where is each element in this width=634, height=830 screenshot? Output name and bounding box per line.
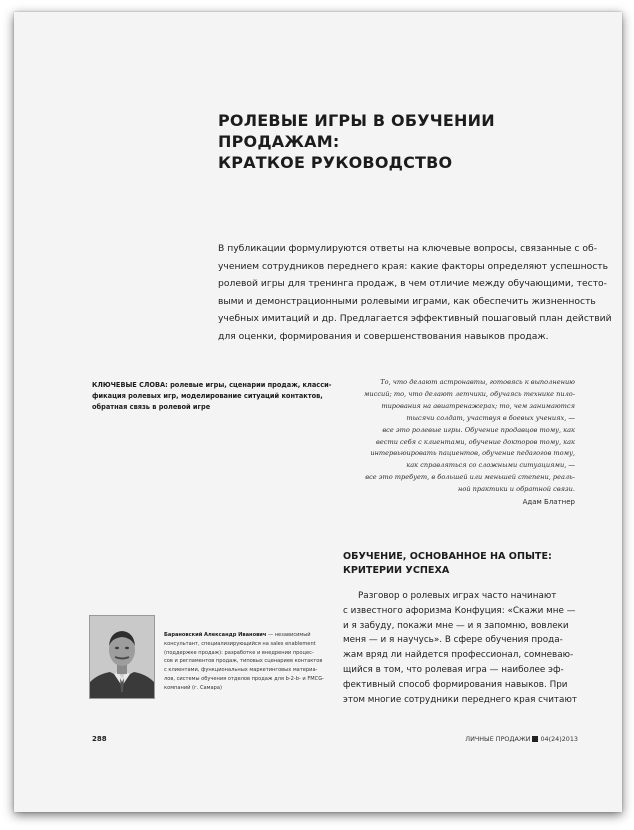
page-number: 288 — [92, 735, 107, 743]
abstract-line: ролевой игры для тренинга продаж, в чем отличие между обучающими, тесто- — [218, 278, 607, 290]
body-line: фективный способ формирования навыков. При — [343, 679, 568, 690]
epigraph-line: тирования на авиатренажерах; то, чем занимаются — [381, 401, 575, 410]
epigraph-line: тысячи солдат, участвуя в боевых учениях, — — [406, 413, 575, 422]
epigraph-line: ной практики и обратной связи. — [457, 485, 575, 494]
bio-line: компаний (г. Самара) — [164, 684, 222, 691]
keywords-line: КЛЮЧЕВЫЕ СЛОВА: ролевые игры, сценарии продаж, класси- — [92, 381, 332, 389]
article-abstract — [218, 240, 612, 346]
running-footer — [460, 735, 578, 743]
epigraph-author: Адам Блатнер — [522, 498, 575, 507]
epigraph-line: То, что делают астронавты, готовясь к выполнению — [380, 378, 575, 386]
title-line: РОЛЕВЫЕ ИГРЫ В ОБУЧЕНИИ ПРОДАЖАМ: — [218, 111, 495, 151]
section-heading-line: ОБУЧЕНИЕ, ОСНОВАННОЕ НА ОПЫТЕ: — [343, 551, 552, 562]
square-bullet-icon — [532, 736, 538, 742]
issue-number: 04(24)2013 — [540, 735, 578, 743]
epigraph-line: как справляться со сложными ситуациями, — — [406, 461, 575, 470]
keywords-line: фикация ролевых игр, моделирование ситуаций контактов, — [92, 392, 323, 400]
epigraph — [330, 377, 575, 509]
body-line: этом многие сотрудники переднего края считают — [343, 694, 577, 705]
section-heading-line: КРИТЕРИИ УСПЕХА — [343, 564, 450, 576]
body-line: жам вряд ли найдется профессионал, сомневаю- — [343, 650, 574, 661]
author-portrait-icon — [90, 616, 154, 698]
epigraph-line: все это требует, в большей или меньшей степени, реаль- — [365, 473, 575, 482]
magazine-name: ЛИЧНЫЕ ПРОДАЖИ — [465, 735, 531, 743]
keywords-line: обратная связь в ролевой игре — [92, 403, 211, 411]
section-heading — [343, 550, 603, 577]
bio-line: консультант, специализирующийся на sales enablement — [164, 640, 316, 647]
epigraph-line: интервьюировать пациентов, обучение педагогов тому, — [370, 449, 575, 458]
bio-line — [164, 631, 334, 640]
abstract-line: учением сотрудников переднего края: какие факторы определяют успешность — [218, 260, 609, 272]
bio-line: сов и регламентов продаж, типовых сценариев контактов — [164, 658, 323, 665]
body-line: Разговор о ролевых играх часто начинают — [358, 591, 557, 601]
abstract-line: выми и демонстрационными ролевыми играми, как обеспечить жизненность — [218, 295, 596, 307]
author-photo — [89, 615, 155, 699]
body-line: щийся в том, что ролевая игра — наиболее эф- — [343, 664, 564, 675]
body-line: и я забуду, покажи мне — и я запомню, вовлеки — [343, 620, 569, 631]
author-name: Барановский Александр Иванович — [164, 632, 267, 638]
abstract-line: для оценки, формирования и совершенствования навыков продаж. — [218, 330, 549, 342]
bio-line: лов, системы обучения отделов продаж для b-2-b- и FMCG- — [164, 675, 325, 682]
keywords-block — [92, 380, 342, 413]
abstract-line: В публикации формулируются ответы на ключевые вопросы, связанные с об- — [218, 243, 598, 254]
abstract-line: учебных имитаций и др. Предлагается эффективный пошаговый план действий — [218, 313, 612, 325]
bio-line: с клиентами, функциональных маркетинговых материа- — [164, 667, 318, 674]
epigraph-line: миссий; то, что делают летчики, обучаясь технике пило- — [363, 389, 575, 398]
article-title — [218, 110, 598, 173]
epigraph-line: все это ролевые игры. Обучение продавцов тому, как — [382, 425, 575, 434]
body-line: меня — и я научусь». В сфере обучения прода- — [343, 635, 563, 646]
bio-line: (поддержке продаж): разработке и внедрении процес- — [164, 649, 314, 656]
epigraph-line: вести себя с клиентами, обучение докторов тому, как — [376, 437, 575, 446]
title-line: КРАТКОЕ РУКОВОДСТВО — [218, 153, 453, 172]
body-paragraph — [343, 589, 593, 707]
author-bio — [164, 631, 334, 693]
bio-first-line-rest: — независимый — [266, 632, 311, 638]
body-line: с известного афоризма Конфуция: «Скажи мне — — [343, 605, 576, 616]
